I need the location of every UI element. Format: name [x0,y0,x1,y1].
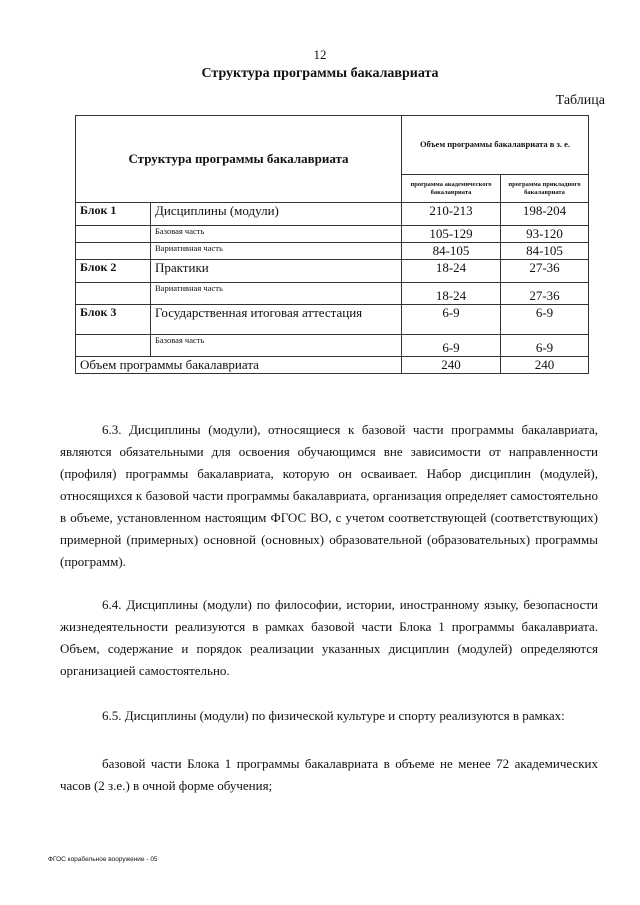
total-academic-value: 240 [402,357,501,374]
block-label: Блок 3 [76,305,151,335]
applied-value: 93-120 [501,226,589,243]
academic-value: 6-9 [402,305,501,335]
applied-value: 27-36 [501,260,589,283]
row-name: Государственная итоговая аттестация [151,305,402,335]
page-title: Структура программы бакалавриата [201,66,439,81]
row-name: Базовая часть [151,335,402,357]
academic-value: 105-129 [402,226,501,243]
applied-value: 27-36 [501,283,589,305]
table-row [76,283,589,305]
table-row [76,305,589,335]
block-label [76,335,151,357]
table-total-row [76,357,589,374]
academic-value: 84-105 [402,243,501,260]
table-row [76,335,589,357]
block-label: Блок 2 [76,260,151,283]
total-applied-value: 240 [501,357,589,374]
block-label: Блок 1 [76,203,151,226]
table-header-academic: программа академического бакалавриата [402,175,501,203]
paragraph-6-3: 6.3. Дисциплины (модули), относящиеся к базовой части программы бакалавриата, являются обязательными для освоения обучающимся вне зависимости от направленности (профиля) программы бакалавриата, которую он осваивает. Набор дисциплин (модулей), относящихся к базовой части программы бакалавриата, организация определяет самостоятельно в объеме, установленном настоящим ФГОС ВО, с учетом соответствующей (соответствующих) примерной (примерных) основной (основных) образовательной (образовательных) программы (программ). [60,422,598,569]
applied-value: 6-9 [501,305,589,335]
row-name: Дисциплины (модули) [151,203,402,226]
table-row [76,260,589,283]
row-name: Базовая часть [151,226,402,243]
paragraph-6-4: 6.4. Дисциплины (модули) по философии, истории, иностранному языку, безопасности жизнедеятельности реализуются в рамках базовой части Блока 1 программы бакалавриата. Объем, содержание и порядок реализации указанных дисциплин (модулей) определяются организацией самостоятельно. [60,597,598,678]
table-header-applied: программа прикладного бакалавриата [501,175,589,203]
table-header-volume: Объем программы бакалавриата в з. е. [402,116,589,175]
footer-doc-id: ФГОС корабельное вооружение - 05 [48,856,158,863]
paragraph-6-5: 6.5. Дисциплины (модули) по физической культуре и спорту реализуются в рамках: [102,708,565,723]
table-row [76,226,589,243]
block-label [76,243,151,260]
applied-value: 198-204 [501,203,589,226]
row-name: Практики [151,260,402,283]
applied-value: 84-105 [501,243,589,260]
table-label: Таблица [555,93,605,108]
applied-value: 6-9 [501,335,589,357]
academic-value: 18-24 [402,260,501,283]
academic-value: 210-213 [402,203,501,226]
page-number: 12 [313,47,327,62]
table-header-structure: Структура программы бакалавриата [76,116,402,203]
block-label [76,226,151,243]
paragraph-6-5-item: базовой части Блока 1 программы бакалавриата в объеме не менее 72 академических часов (2 з.е.) в очной форме обучения; [60,756,598,793]
block-label [76,283,151,305]
table-row [76,203,589,226]
academic-value: 6-9 [402,335,501,357]
structure-table [75,115,589,374]
academic-value: 18-24 [402,283,501,305]
total-label: Объем программы бакалавриата [76,357,402,374]
row-name: Вариативная часть [151,283,402,305]
table-row [76,243,589,260]
row-name: Вариативная часть [151,243,402,260]
